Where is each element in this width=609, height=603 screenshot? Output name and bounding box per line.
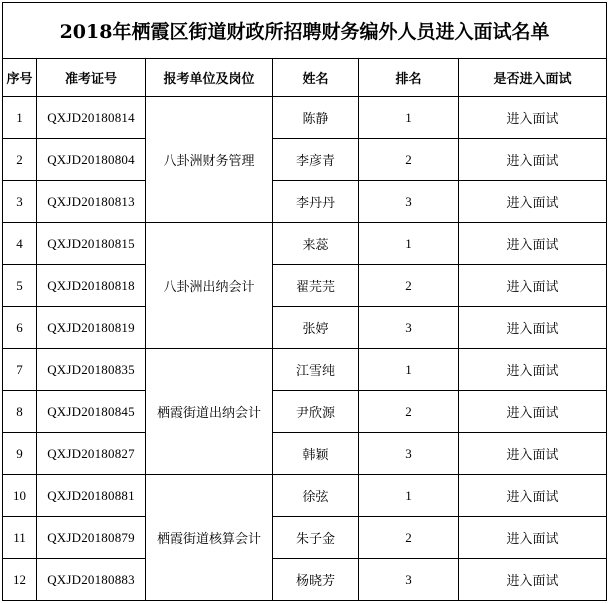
rank-cell: 3 xyxy=(359,181,459,223)
table-row xyxy=(3,559,607,601)
header-exam-no: 准考证号 xyxy=(37,59,146,97)
seq-cell: 6 xyxy=(3,307,37,349)
interview-list-table xyxy=(2,2,607,601)
interview-status-cell: 进入面试 xyxy=(459,139,607,181)
interview-status-cell: 进入面试 xyxy=(459,433,607,475)
table-row xyxy=(3,139,607,181)
interview-status-cell: 进入面试 xyxy=(459,559,607,601)
name-cell: 杨晓芳 xyxy=(273,559,359,601)
table-row xyxy=(3,181,607,223)
seq-cell: 1 xyxy=(3,97,37,139)
seq-cell: 7 xyxy=(3,349,37,391)
table-row xyxy=(3,517,607,559)
interview-status-cell: 进入面试 xyxy=(459,223,607,265)
name-cell: 翟芫芫 xyxy=(273,265,359,307)
table-row xyxy=(3,349,607,391)
exam-no-cell: QXJD20180813 xyxy=(37,181,146,223)
header-name: 姓名 xyxy=(273,59,359,97)
exam-no-cell: QXJD20180804 xyxy=(37,139,146,181)
position-cell: 栖霞街道核算会计 xyxy=(146,475,273,601)
rank-cell: 1 xyxy=(359,475,459,517)
page-title: 2018年栖霞区街道财政所招聘财务编外人员进入面试名单 xyxy=(3,3,607,59)
name-cell: 陈静 xyxy=(273,97,359,139)
header-row xyxy=(3,59,607,97)
interview-status-cell: 进入面试 xyxy=(459,349,607,391)
interview-status-cell: 进入面试 xyxy=(459,265,607,307)
interview-status-cell: 进入面试 xyxy=(459,97,607,139)
exam-no-cell: QXJD20180818 xyxy=(37,265,146,307)
exam-no-cell: QXJD20180835 xyxy=(37,349,146,391)
name-cell: 朱子金 xyxy=(273,517,359,559)
table-row xyxy=(3,391,607,433)
seq-cell: 11 xyxy=(3,517,37,559)
position-cell: 八卦洲财务管理 xyxy=(146,97,273,223)
rank-cell: 3 xyxy=(359,433,459,475)
interview-status-cell: 进入面试 xyxy=(459,181,607,223)
interview-status-cell: 进入面试 xyxy=(459,391,607,433)
rank-cell: 3 xyxy=(359,307,459,349)
rank-cell: 2 xyxy=(359,517,459,559)
rank-cell: 1 xyxy=(359,97,459,139)
rank-cell: 1 xyxy=(359,349,459,391)
name-cell: 李彦青 xyxy=(273,139,359,181)
exam-no-cell: QXJD20180845 xyxy=(37,391,146,433)
seq-cell: 5 xyxy=(3,265,37,307)
name-cell: 徐弦 xyxy=(273,475,359,517)
rank-cell: 3 xyxy=(359,559,459,601)
name-cell: 来蕊 xyxy=(273,223,359,265)
table-row xyxy=(3,97,607,139)
table-row xyxy=(3,475,607,517)
name-cell: 李丹丹 xyxy=(273,181,359,223)
rank-cell: 2 xyxy=(359,265,459,307)
exam-no-cell: QXJD20180814 xyxy=(37,97,146,139)
seq-cell: 12 xyxy=(3,559,37,601)
seq-cell: 9 xyxy=(3,433,37,475)
rank-cell: 1 xyxy=(359,223,459,265)
exam-no-cell: QXJD20180879 xyxy=(37,517,146,559)
table-row xyxy=(3,265,607,307)
table-row xyxy=(3,307,607,349)
name-cell: 尹欣源 xyxy=(273,391,359,433)
exam-no-cell: QXJD20180815 xyxy=(37,223,146,265)
seq-cell: 10 xyxy=(3,475,37,517)
interview-status-cell: 进入面试 xyxy=(459,475,607,517)
position-cell: 栖霞街道出纳会计 xyxy=(146,349,273,475)
seq-cell: 4 xyxy=(3,223,37,265)
name-cell: 江雪纯 xyxy=(273,349,359,391)
seq-cell: 8 xyxy=(3,391,37,433)
seq-cell: 3 xyxy=(3,181,37,223)
header-rank: 排名 xyxy=(359,59,459,97)
table-row xyxy=(3,433,607,475)
header-position: 报考单位及岗位 xyxy=(146,59,273,97)
rank-cell: 2 xyxy=(359,139,459,181)
exam-no-cell: QXJD20180819 xyxy=(37,307,146,349)
table-row xyxy=(3,223,607,265)
interview-status-cell: 进入面试 xyxy=(459,517,607,559)
seq-cell: 2 xyxy=(3,139,37,181)
table-body xyxy=(3,97,607,601)
position-cell: 八卦洲出纳会计 xyxy=(146,223,273,349)
rank-cell: 2 xyxy=(359,391,459,433)
exam-no-cell: QXJD20180881 xyxy=(37,475,146,517)
exam-no-cell: QXJD20180827 xyxy=(37,433,146,475)
header-seq: 序号 xyxy=(3,59,37,97)
header-interview: 是否进入面试 xyxy=(459,59,607,97)
exam-no-cell: QXJD20180883 xyxy=(37,559,146,601)
name-cell: 韩颖 xyxy=(273,433,359,475)
interview-status-cell: 进入面试 xyxy=(459,307,607,349)
name-cell: 张婷 xyxy=(273,307,359,349)
